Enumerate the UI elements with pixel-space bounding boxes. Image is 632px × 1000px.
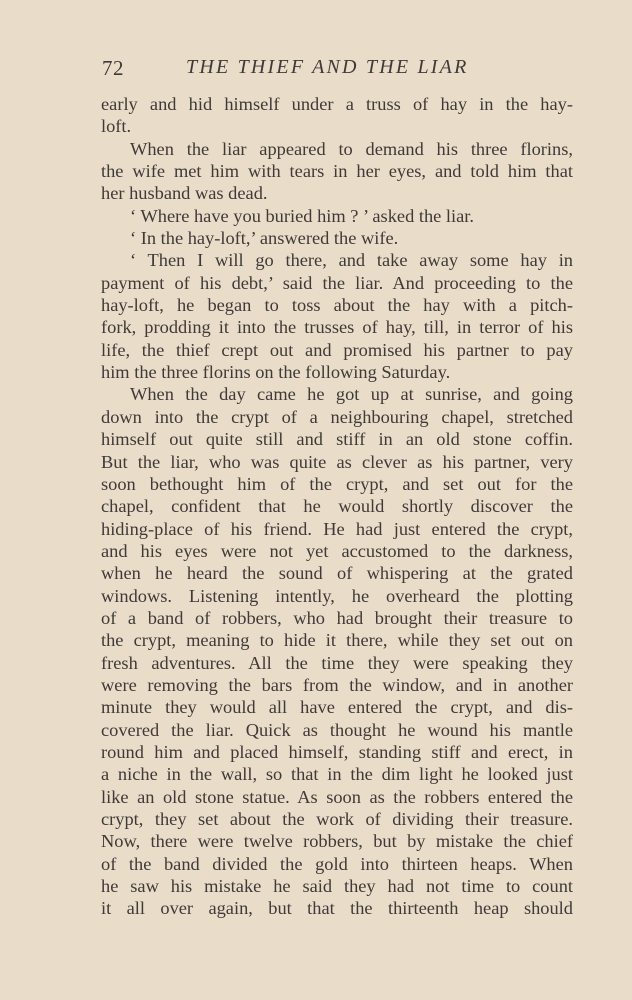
text-line: chapel, confident that he would shortly discover the [101,496,573,517]
text-line: her husband was dead. [101,183,268,204]
text-line: a niche in the wall, so that in the dim light he looked just [101,764,573,785]
running-title: THE THIEF AND THE LIAR [186,56,469,78]
text-line: ‘ Where have you buried him ? ’ asked the liar. [130,205,475,226]
text-line: down into the crypt of a neighbouring chapel, stretched [101,406,573,427]
text-line: fork, prodding it into the trusses of hay, till, in terror of his [101,317,573,338]
text-line: when he heard the sound of whispering at the grated [101,563,573,584]
text-line: hiding-place of his friend. He had just entered the crypt, [101,518,573,539]
text-line: the crypt, meaning to hide it there, while they set out on [101,630,573,651]
text-line: When the liar appeared to demand his three florins, [130,138,573,159]
text-line: it all over again, but that the thirteenth heap should [101,898,573,919]
text-line: loft. [101,116,132,137]
text-line: he saw his mistake he said they had not time to count [101,876,573,897]
text-line: and his eyes were not yet accustomed to the darkness, [101,540,573,561]
text-line: early and hid himself under a truss of hay in the hay- [101,94,573,114]
text-line: were removing the bars from the window, and in another [101,674,573,695]
text-line: him the three florins on the following Saturday. [101,362,451,383]
body-text [101,93,573,920]
text-line: ‘ In the hay-loft,’ answered the wife. [130,228,399,249]
text-line: like an old stone statue. As soon as the robbers entered the [101,786,573,807]
text-line: fresh adventures. All the time they were speaking they [101,652,573,673]
text-line: of a band of robbers, who had brought their treasure to [101,607,573,628]
text-line: hay-loft, he began to toss about the hay with a pitch- [101,295,573,316]
text-line: windows. Listening intently, he overheard the plotting [101,585,573,606]
text-line: minute they would all have entered the crypt, and dis- [101,697,573,718]
text-line: covered the liar. Quick as thought he wound his mantle [101,719,573,740]
text-line: of the band divided the gold into thirteen heaps. When [101,853,573,874]
text-line: the wife met him with tears in her eyes, and told him that [101,161,573,182]
text-line: himself out quite still and stiff in an old stone coffin. [101,429,573,450]
text-line: crypt, they set about the work of dividing their treasure. [101,809,573,829]
text-line: Now, there were twelve robbers, but by mistake the chief [101,831,573,852]
text-line: round him and placed himself, standing stiff and erect, in [101,741,573,762]
text-line: When the day came he got up at sunrise, and going [130,384,573,405]
page-header [102,56,494,84]
page-number: 72 [102,56,124,80]
text-line: soon bethought him of the crypt, and set out for the [101,473,573,494]
text-line: life, the thief crept out and promised his partner to pay [101,339,573,360]
text-line: ‘ Then I will go there, and take away some hay in [130,250,573,271]
text-line: But the liar, who was quite as clever as his partner, very [101,451,573,472]
text-line: payment of his debt,’ said the liar. And proceeding to the [101,272,573,293]
